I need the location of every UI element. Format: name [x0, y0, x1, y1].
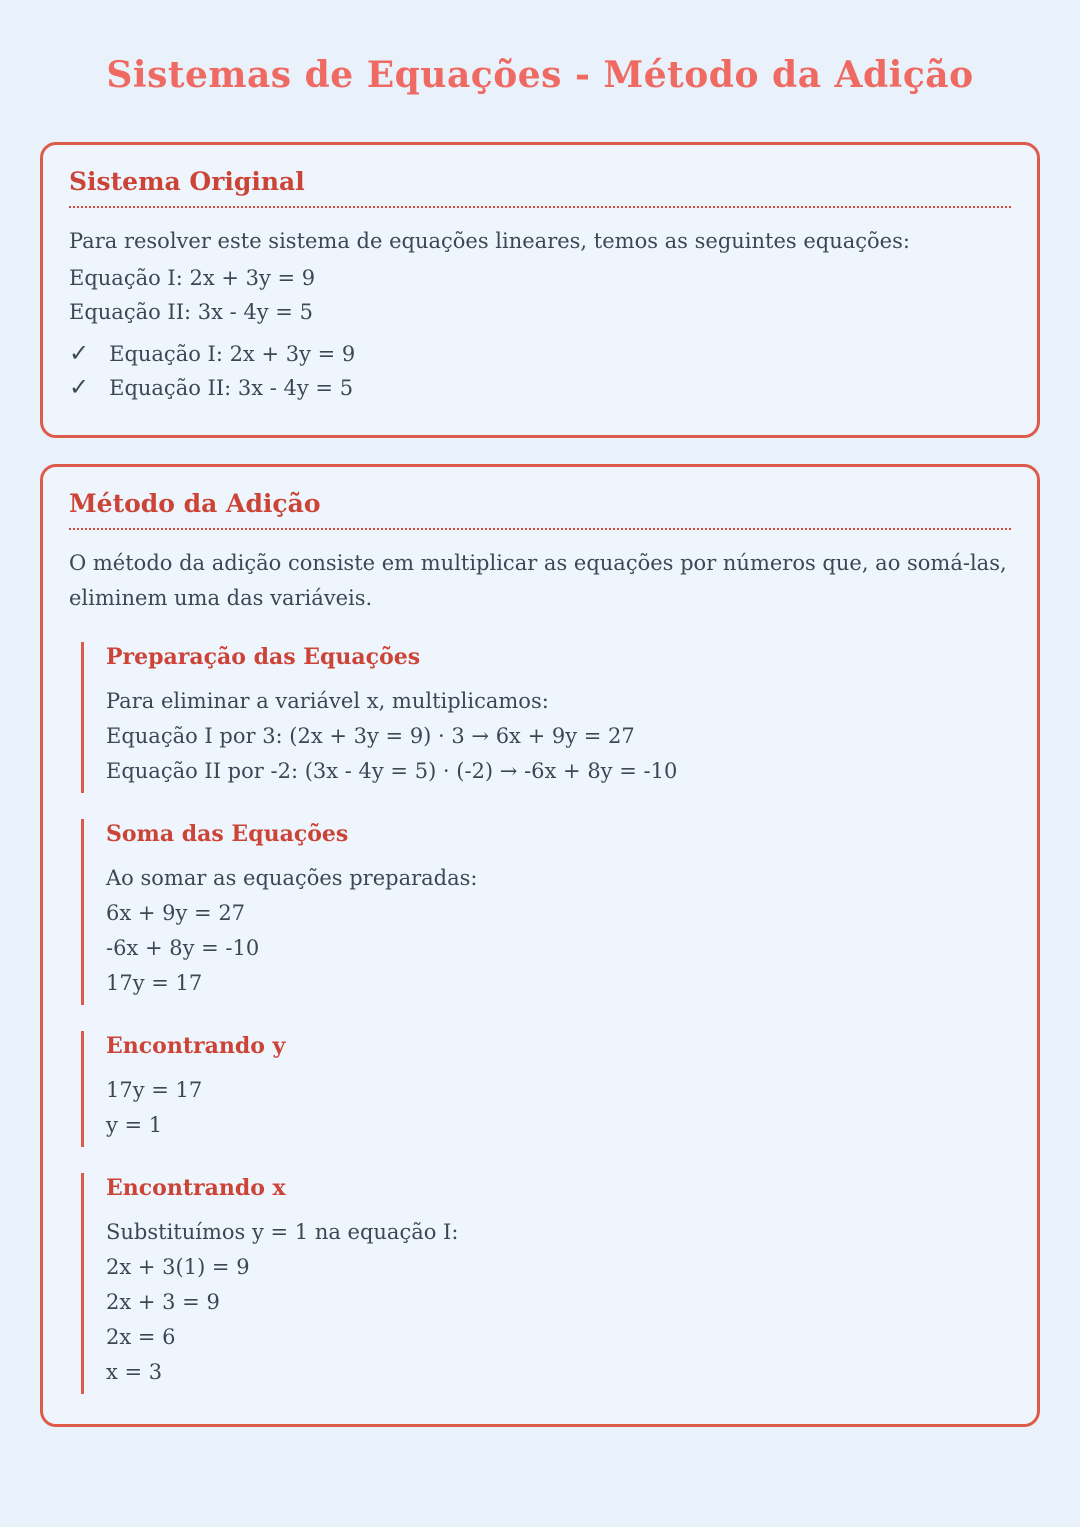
equation-line: Equação I: 2x + 3y = 9: [69, 266, 316, 290]
subsection-line: Para eliminar a variável x, multiplicamos:: [106, 689, 549, 713]
method-subsections: [69, 642, 1011, 1394]
checklist-item: [69, 371, 1011, 405]
section-intro: O método da adição consiste em multiplicar as equações por números que, ao somá-las, eliminem uma das variáveis.: [69, 551, 1007, 610]
checklist-item-label: Equação II: 3x - 4y = 5: [109, 376, 354, 400]
equation-lines: [69, 261, 1011, 329]
content-area: [40, 142, 1040, 1427]
subsection: [81, 642, 1011, 793]
subsection-line: 17y = 17: [106, 1078, 203, 1102]
page-title: Sistemas de Equações - Método da Adição: [106, 54, 974, 96]
subsection-line: 2x + 3 = 9: [106, 1290, 220, 1314]
equation-checklist: [69, 337, 1011, 405]
subsection-line: 17y = 17: [106, 971, 203, 995]
subsection: [81, 819, 1011, 1005]
checklist-item-label: Equação I: 2x + 3y = 9: [109, 342, 356, 366]
subsection-line: 6x + 9y = 27: [106, 901, 246, 925]
equation-line: Equação II: 3x - 4y = 5: [69, 300, 313, 324]
subsection-line: x = 3: [106, 1360, 163, 1384]
section-heading-metodo-da-adicao: Método da Adição: [69, 489, 1011, 530]
subsection-line: 2x + 3(1) = 9: [106, 1255, 250, 1279]
subsection-line: Equação I por 3: (2x + 3y = 9) · 3 → 6x + 9y = 27: [106, 724, 635, 748]
check-icon: ✓: [69, 339, 90, 367]
subsection-line: -6x + 8y = -10: [106, 936, 260, 960]
subsection-heading: Preparação das Equações: [106, 644, 421, 670]
section-intro: Para resolver este sistema de equações lineares, temos as seguintes equações:: [69, 229, 910, 253]
subsection-line: Equação II por -2: (3x - 4y = 5) · (-2) → -6x + 8y = -10: [106, 759, 678, 783]
card-metodo-da-adicao: [40, 464, 1040, 1427]
check-icon: ✓: [69, 373, 90, 401]
subsection-line: 2x = 6: [106, 1325, 176, 1349]
subsection: [81, 1031, 1011, 1147]
subsection-heading: Soma das Equações: [106, 821, 349, 847]
subsection-line: Substituímos y = 1 na equação I:: [106, 1220, 459, 1244]
subsection-heading: Encontrando x: [106, 1175, 286, 1201]
section-heading-sistema-original: Sistema Original: [69, 167, 1011, 208]
subsection-heading: Encontrando y: [106, 1033, 286, 1059]
subsection: [81, 1173, 1011, 1394]
checklist-item: [69, 337, 1011, 371]
subsection-line: y = 1: [106, 1113, 163, 1137]
card-sistema-original: [40, 142, 1040, 438]
subsection-line: Ao somar as equações preparadas:: [106, 866, 478, 890]
